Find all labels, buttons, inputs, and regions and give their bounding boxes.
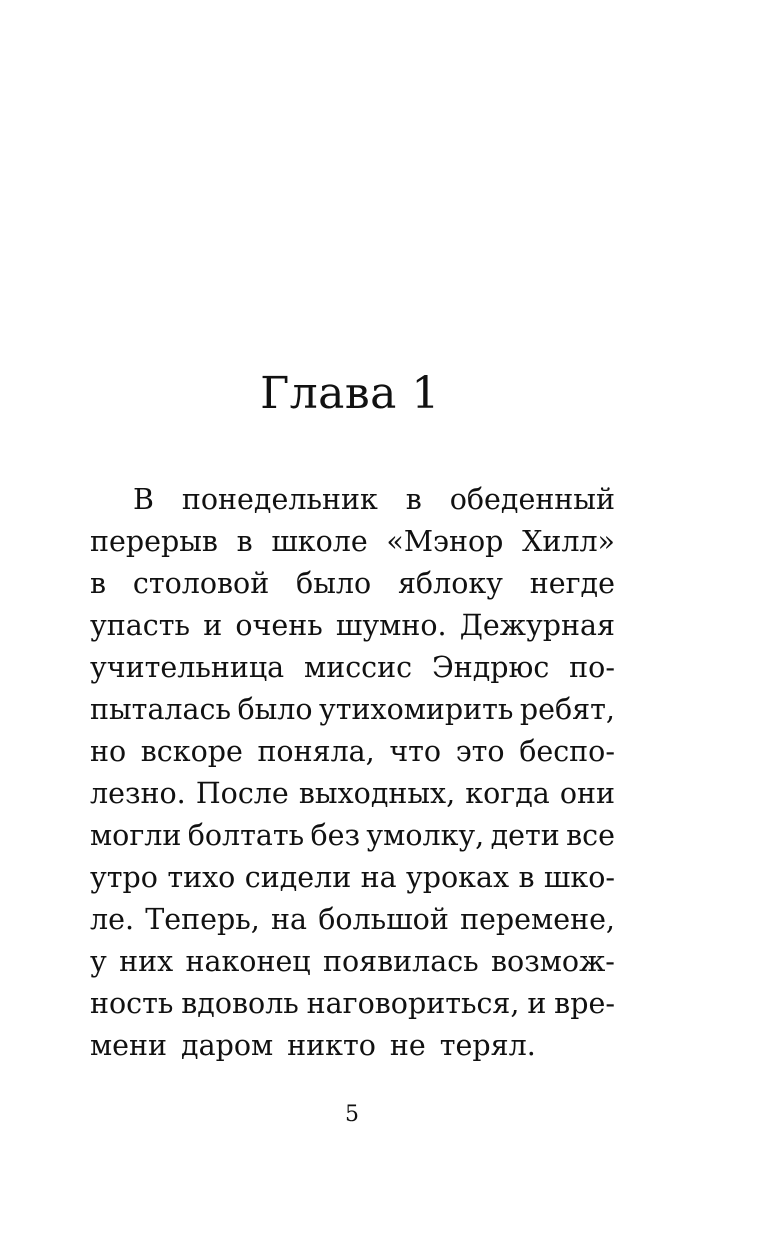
word: дети bbox=[490, 819, 560, 852]
word: ребят, bbox=[519, 693, 615, 726]
word: это bbox=[455, 735, 505, 768]
word: большой bbox=[318, 903, 449, 936]
word: После bbox=[195, 777, 289, 810]
word: поняла, bbox=[257, 735, 375, 768]
word: пыталась bbox=[90, 693, 232, 726]
word: мени bbox=[90, 1029, 168, 1062]
word: яблоку bbox=[397, 567, 503, 600]
word: наконец bbox=[185, 945, 311, 978]
chapter-title: Глава 1 bbox=[260, 368, 440, 419]
word: без bbox=[310, 819, 361, 852]
word: упасть bbox=[90, 609, 191, 642]
word: негде bbox=[529, 567, 615, 600]
text-line bbox=[90, 521, 615, 563]
text-line bbox=[90, 857, 615, 899]
word: лезно. bbox=[90, 777, 186, 810]
word: сидели bbox=[244, 861, 352, 894]
text-line bbox=[90, 563, 615, 605]
word: вре- bbox=[554, 987, 615, 1020]
text-line bbox=[90, 983, 615, 1025]
word: на bbox=[271, 903, 308, 936]
word: вдоволь bbox=[181, 987, 299, 1020]
text-line bbox=[90, 479, 615, 521]
text-line bbox=[90, 1025, 615, 1067]
word: когда bbox=[465, 777, 550, 810]
word: В bbox=[133, 483, 154, 516]
word: по- bbox=[569, 651, 615, 684]
word: понедельник bbox=[181, 483, 378, 516]
word: наговориться, bbox=[306, 987, 520, 1020]
word: возмож- bbox=[491, 945, 615, 978]
word: перемене, bbox=[460, 903, 615, 936]
word: и bbox=[203, 609, 223, 642]
text-line bbox=[90, 815, 615, 857]
word: в bbox=[90, 567, 107, 600]
word: болтать bbox=[187, 819, 305, 852]
word: шумно. bbox=[335, 609, 447, 642]
word: обеденный bbox=[449, 483, 615, 516]
word: утихомирить bbox=[319, 693, 514, 726]
word: ность bbox=[90, 987, 174, 1020]
text-line bbox=[90, 647, 615, 689]
word: них bbox=[119, 945, 174, 978]
word: было bbox=[237, 693, 313, 726]
word: Эндрюс bbox=[431, 651, 550, 684]
text-line bbox=[90, 941, 615, 983]
text-line bbox=[90, 773, 615, 815]
word: Теперь, bbox=[145, 903, 260, 936]
word: беспо- bbox=[519, 735, 615, 768]
text-line bbox=[90, 605, 615, 647]
word: Дежурная bbox=[459, 609, 615, 642]
word: «Мэнор bbox=[386, 525, 504, 558]
word: утро bbox=[90, 861, 158, 894]
word: очень bbox=[235, 609, 323, 642]
word: в bbox=[236, 525, 253, 558]
word: даром bbox=[181, 1029, 274, 1062]
word: вскоре bbox=[140, 735, 243, 768]
word: появилась bbox=[322, 945, 479, 978]
word: никто bbox=[287, 1029, 376, 1062]
word: учительница bbox=[90, 651, 285, 684]
word: Хилл» bbox=[522, 525, 615, 558]
text-line bbox=[90, 689, 615, 731]
word: школе bbox=[271, 525, 368, 558]
word: терял. bbox=[439, 1029, 536, 1062]
word: выходных, bbox=[298, 777, 456, 810]
word: тихо bbox=[167, 861, 236, 894]
word: шко- bbox=[543, 861, 615, 894]
word: и bbox=[527, 987, 547, 1020]
word: перерыв bbox=[90, 525, 218, 558]
word: в bbox=[518, 861, 535, 894]
word: могли bbox=[90, 819, 182, 852]
chapter-body-text bbox=[90, 479, 615, 1067]
word: все bbox=[566, 819, 615, 852]
word: уроках bbox=[406, 861, 510, 894]
word: на bbox=[360, 861, 397, 894]
word: столовой bbox=[132, 567, 270, 600]
word: но bbox=[90, 735, 127, 768]
word: ле. bbox=[90, 903, 135, 936]
word: умолку, bbox=[366, 819, 485, 852]
word: в bbox=[405, 483, 422, 516]
page-number: 5 bbox=[345, 1102, 359, 1127]
text-line bbox=[90, 899, 615, 941]
word: у bbox=[90, 945, 107, 978]
word: миссис bbox=[304, 651, 413, 684]
word: было bbox=[296, 567, 372, 600]
word: что bbox=[389, 735, 442, 768]
word: не bbox=[389, 1029, 426, 1062]
word: они bbox=[559, 777, 615, 810]
text-line bbox=[90, 731, 615, 773]
